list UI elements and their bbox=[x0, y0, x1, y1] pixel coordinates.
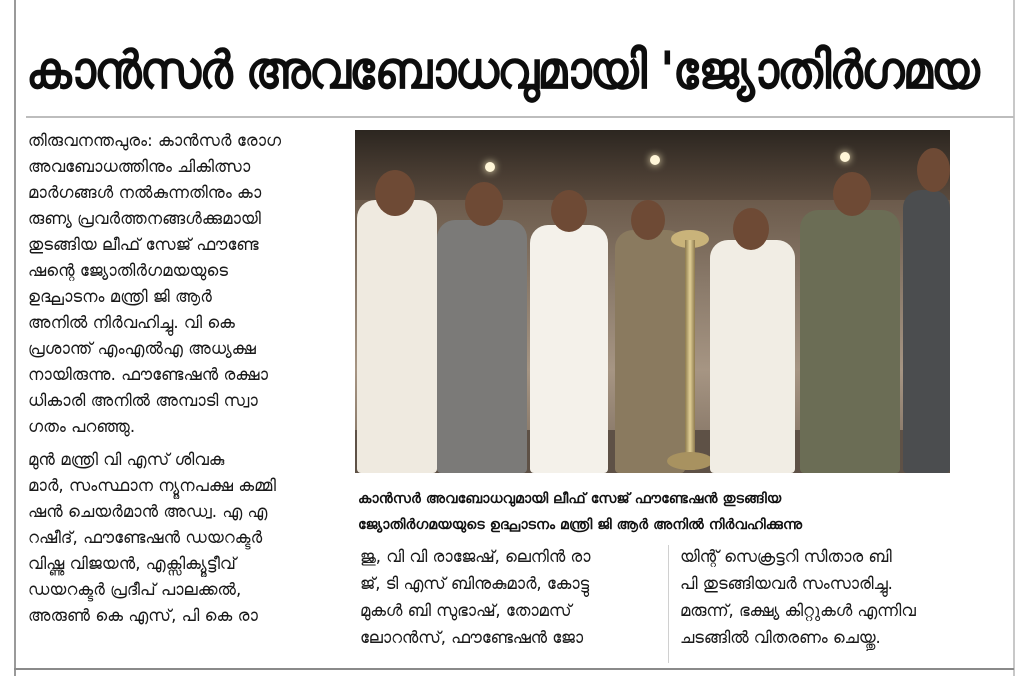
text-line: പി തുടങ്ങിയവർ സംസാരിച്ചു. bbox=[680, 574, 893, 593]
news-photo bbox=[355, 130, 950, 473]
text-line: അനിൽ നിർവഹിച്ചു. വി കെ bbox=[28, 313, 236, 332]
person-minister bbox=[615, 230, 685, 473]
photo-caption bbox=[358, 486, 958, 538]
text-line: പ്രശാന്ത് എംഎൽഎ അധ്യക്ഷ bbox=[28, 339, 257, 358]
caption-line: കാൻസർ അവബോധവുമായി ലീഫ് സേജ് ഫൗണ്ടേഷൻ തുടങ്ങിയ bbox=[358, 491, 782, 507]
text-line: മുകൾ ബി സുഭാഷ്, തോമസ് bbox=[360, 601, 572, 620]
left-column-rule bbox=[14, 0, 16, 676]
text-line: ഗതം പറഞ്ഞു. bbox=[28, 417, 136, 436]
person-head bbox=[631, 200, 665, 240]
text-line: വിഷ്ണു വിജയൻ, എക്സിക്യൂട്ടീവ് bbox=[28, 554, 236, 573]
paragraph-gap bbox=[28, 440, 344, 447]
text-line: ലോറൻസ്, ഫൗണ്ടേഷൻ ജോ bbox=[360, 628, 584, 647]
person-head bbox=[733, 208, 769, 250]
text-line: മാർ, സംസ്ഥാന ന്യൂനപക്ഷ കമ്മി bbox=[28, 476, 276, 495]
ceiling-light bbox=[840, 152, 850, 162]
text-line: ഡയറക്ടർ പ്രദീപ് പാലക്കൽ, bbox=[28, 580, 242, 599]
headline-rule bbox=[26, 116, 1014, 118]
text-line: ഷന്റെ ജ്യോതിർഗമയയുടെ bbox=[28, 261, 229, 280]
ceiling-light bbox=[485, 162, 495, 172]
text-line: മാർഗങ്ങൾ നൽകുന്നതിനും കാ bbox=[28, 183, 262, 202]
article-column-2 bbox=[360, 543, 650, 651]
person-head bbox=[833, 172, 871, 216]
text-line: തിരുവനന്തപുരം: കാൻസർ രോഗ bbox=[28, 131, 282, 150]
article-column-3 bbox=[680, 543, 1000, 651]
text-line: ധികാരി അനിൽ അമ്പാടി സ്വാ bbox=[28, 391, 258, 410]
person-white-mundu bbox=[530, 225, 608, 473]
article-column-1 bbox=[28, 128, 344, 629]
person-edge bbox=[903, 190, 950, 473]
person-head bbox=[465, 182, 503, 226]
text-line: അരുൺ കെ എസ്, പി കെ രാ bbox=[28, 606, 258, 625]
text-line: ഉദ്ഘാടനം മന്ത്രി ജി ആർ bbox=[28, 287, 212, 306]
column-separator bbox=[668, 545, 669, 663]
text-line: ഷൻ ചെയർമാൻ അഡ്വ. എ എ bbox=[28, 502, 268, 521]
person-head bbox=[551, 190, 587, 232]
text-line: മുൻ മന്ത്രി വി എസ് ശിവകു bbox=[28, 450, 225, 469]
person-white-shirt bbox=[357, 200, 437, 473]
right-edge-rule bbox=[1013, 0, 1015, 676]
person-grey-shirt bbox=[437, 220, 527, 473]
text-line: ചടങ്ങിൽ വിതരണം ചെയ്തു. bbox=[680, 628, 881, 647]
oil-lamp bbox=[685, 240, 695, 470]
person-head bbox=[917, 148, 950, 192]
text-line: നായിരുന്നു. ഫൗണ്ടേഷൻ രക്ഷാ bbox=[28, 365, 268, 384]
lamp-base bbox=[667, 452, 713, 470]
text-line: റഷീദ്, ഫൗണ്ടേഷൻ ഡയറക്ടർ bbox=[28, 528, 263, 547]
person-olive-shirt bbox=[800, 210, 900, 473]
text-line: ജു, വി വി രാജേഷ്, ലെനിൻ രാ bbox=[360, 547, 591, 566]
text-line: യിന്റ് സെക്രട്ടറി സിതാര ബി bbox=[680, 547, 892, 566]
bottom-rule bbox=[14, 668, 1014, 670]
headline: കാൻസർ അവബോധവുമായി 'ജ്യോതിർഗമയ bbox=[26, 41, 978, 101]
text-line: തുടങ്ങിയ ലീഫ് സേജ് ഫൗണ്ടേ bbox=[28, 235, 259, 254]
text-line: മരുന്ന്, ഭക്ഷ്യ കിറ്റുകൾ എന്നിവ bbox=[680, 601, 916, 620]
paragraph-2 bbox=[28, 447, 344, 629]
text-line: രുണ്യ പ്രവർത്തനങ്ങൾക്കുമായി bbox=[28, 209, 261, 228]
text-line: അവബോധത്തിനും ചികിത്സാ bbox=[28, 157, 251, 176]
text-line: ജ്, ടി എസ് ബിനുകുമാർ, കോട്ടു bbox=[360, 574, 590, 593]
person-head bbox=[375, 170, 415, 216]
paragraph-1 bbox=[28, 128, 344, 440]
person-elder bbox=[710, 240, 795, 473]
caption-line: ജ്യോതിർഗമയയുടെ ഉദ്ഘാടനം മന്ത്രി ജി ആർ അനിൽ നിർവഹിക്കുന്നു bbox=[358, 517, 803, 533]
ceiling-light bbox=[650, 155, 660, 165]
